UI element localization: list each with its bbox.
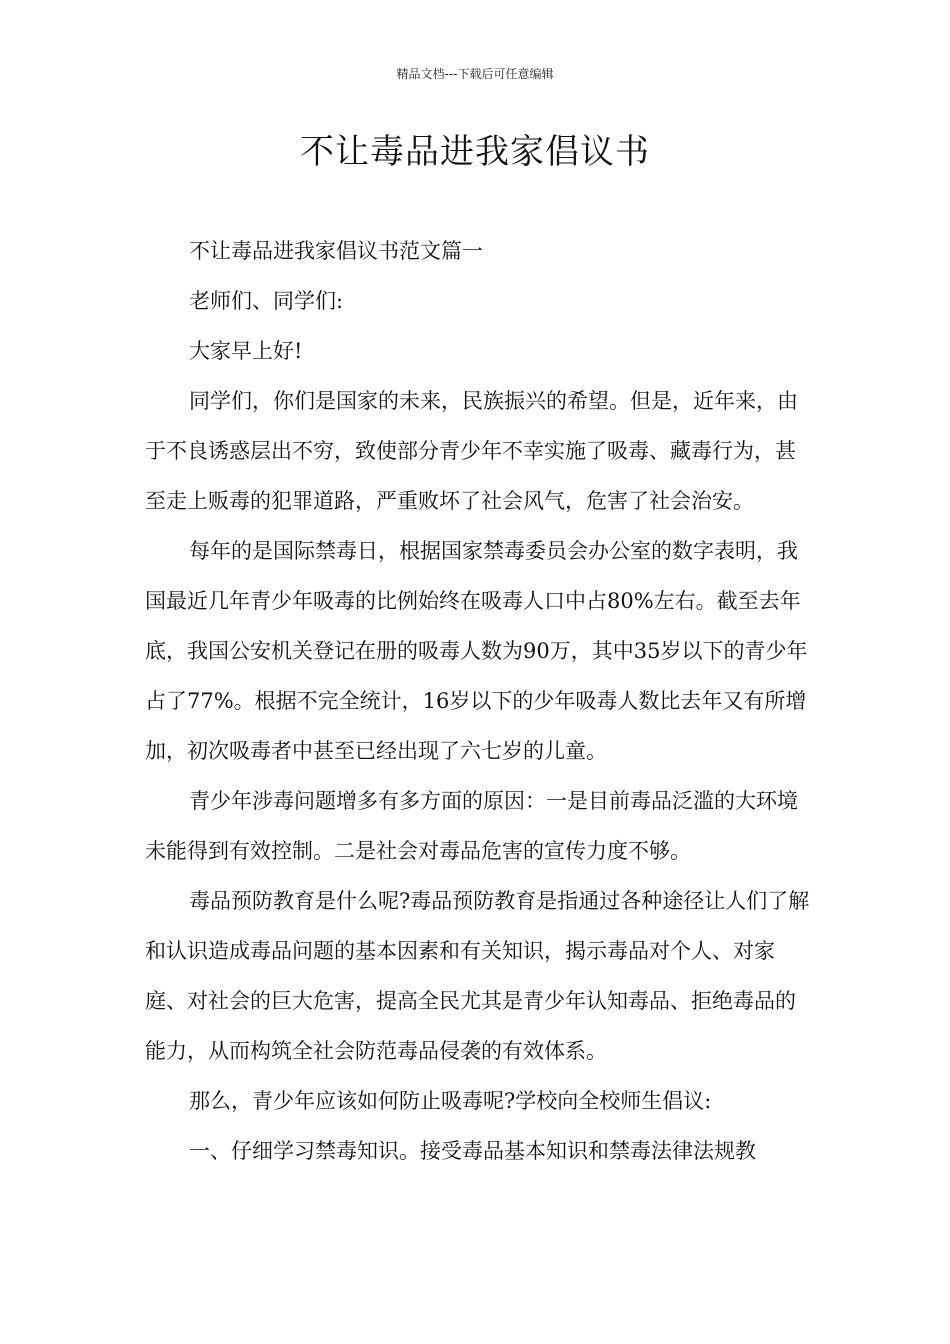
paragraph-body: 每年的是国际禁毒日，根据国家禁毒委员会办公室的数字表明，我国最近几年青少年吸毒的比例始终在吸毒人口中占80%左右。截至去年底，我国公安机关登记在册的吸毒人数为90万，其中35岁以下的青少年占了77%。根据不完全统计，16岁以下的少年吸毒人数比去年又有所增加，初次吸毒者中甚至已经出现了六七岁的儿童。 <box>145 539 808 763</box>
page-header: 精品文档---下载后可任意编辑 <box>396 67 554 81</box>
paragraph-body: 一、仔细学习禁毒知识。接受毒品基本知识和禁毒法律法规教 <box>189 1139 756 1163</box>
document-title: 不让毒品进我家倡议书 <box>300 132 650 172</box>
paragraph-body: 那么，青少年应该如何防止吸毒呢?学校向全校师生倡议: <box>189 1089 712 1113</box>
paragraph-greeting: 大家早上好! <box>189 339 303 363</box>
paragraph-body: 毒品预防教育是什么呢?毒品预防教育是指通过各种途径让人们了解和认识造成毒品问题的基本因素和有关知识，揭示毒品对个人、对家庭、对社会的巨大危害，提高全民尤其是青少年认知毒品、拒绝毒品的能力，从而构筑全社会防范毒品侵袭的有效体系。 <box>145 889 810 1063</box>
paragraph-subtitle: 不让毒品进我家倡议书范文篇一 <box>189 239 483 263</box>
paragraph-body: 同学们，你们是国家的未来，民族振兴的希望。但是，近年来，由于不良诱惑层出不穷，致使部分青少年不幸实施了吸毒、藏毒行为，甚至走上贩毒的犯罪道路，严重败坏了社会风气，危害了社会治安。 <box>145 389 798 513</box>
paragraph-body: 青少年涉毒问题增多有多方面的原因：一是目前毒品泛滥的大环境未能得到有效控制。二是社会对毒品危害的宣传力度不够。 <box>145 789 798 863</box>
paragraph-salutation: 老师们、同学们: <box>189 289 344 313</box>
document-body <box>145 226 815 1176</box>
